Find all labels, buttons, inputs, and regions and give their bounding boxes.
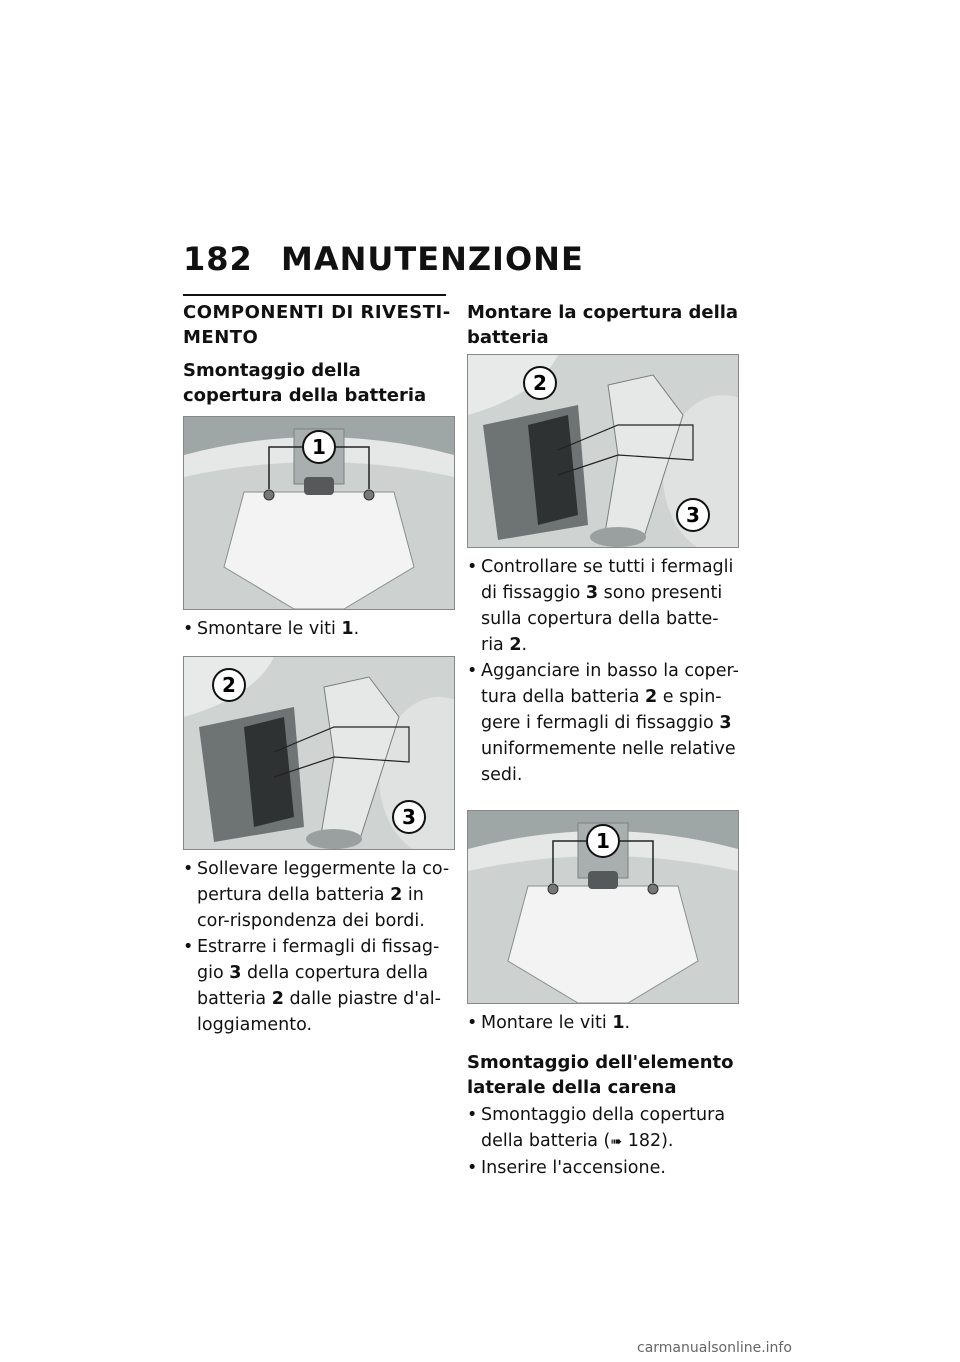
page-header <box>183 240 584 278</box>
step-item: • Controllare se tutti i fermagli di fissaggio 3 sono presenti sulla copertura della batte-ria 2. <box>467 554 739 658</box>
step-item: • Sollevare leggermente la co-pertura della batteria 2 in cor-rispondenza dei bordi. <box>183 856 455 934</box>
step-item: • Agganciare in basso la coper-tura della batteria 2 e spin-gere i fermagli di fissaggio 3 uniformemente nelle relative sedi. <box>467 658 739 788</box>
figure-screws <box>183 416 455 610</box>
callout-1: 1 <box>312 435 326 459</box>
right-column <box>467 300 739 1195</box>
figure-screws-install <box>467 810 739 1004</box>
step-item: • Smontare le viti 1. <box>183 616 455 642</box>
steps-list-3 <box>467 554 739 788</box>
steps-list-4 <box>467 1010 739 1036</box>
steps-list-5 <box>467 1102 739 1181</box>
figure-battery-cover-install <box>467 354 739 548</box>
step-item: • Estrarre i fermagli di fissag-gio 3 della copertura della batteria 2 dalle piastre d'al-loggiamento. <box>183 934 455 1038</box>
step-item: • Inserire l'accensione. <box>467 1155 739 1181</box>
subsection-title: Montare la copertura della batteria <box>467 302 739 348</box>
steps-list-1 <box>183 616 455 642</box>
callout-3: 3 <box>402 805 416 829</box>
left-column <box>183 300 455 1052</box>
figure-battery-cover-removal-drawing <box>184 657 454 849</box>
subsection-title: Smontaggio della copertura della batteria <box>183 360 427 406</box>
chapter-title: MANUTENZIONE <box>281 240 584 278</box>
callout-2: 2 <box>533 371 547 395</box>
section-title: COMPONENTI DI RIVESTI-MENTO <box>183 302 451 348</box>
subsection-title-2: Smontaggio dell'elemento laterale della carena <box>467 1052 734 1098</box>
ref-number: 1 <box>341 619 354 639</box>
page-number: 182 <box>183 240 253 278</box>
watermark: carmanualsonline.info <box>637 1340 792 1356</box>
cross-reference-arrow-icon: ➠ <box>610 1134 623 1150</box>
step-item: • Montare le viti 1. <box>467 1010 739 1036</box>
callout-1: 1 <box>596 829 610 853</box>
callout-3: 3 <box>686 503 700 527</box>
figure-battery-cover-install-drawing <box>468 355 738 547</box>
cross-reference-link[interactable]: 182 <box>627 1131 662 1151</box>
step-item: • Smontaggio della copertura della batteria (➠ 182). <box>467 1102 739 1155</box>
callout-2: 2 <box>222 673 236 697</box>
steps-list-2 <box>183 856 455 1038</box>
figure-battery-cover-removal <box>183 656 455 850</box>
figure-screws-install-drawing <box>468 811 738 1003</box>
figure-screws-drawing <box>184 417 454 609</box>
section-divider <box>183 294 446 296</box>
